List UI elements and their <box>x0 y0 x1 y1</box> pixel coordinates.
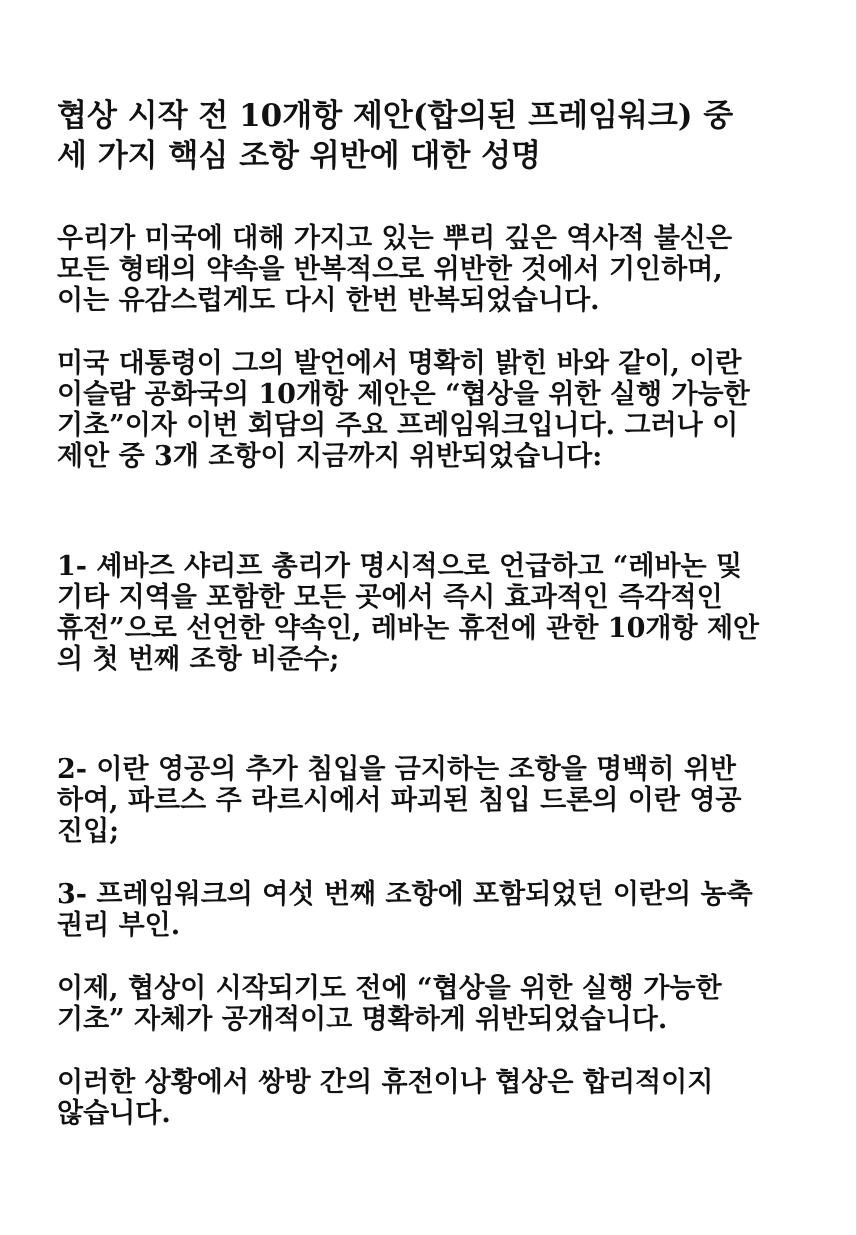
paragraph-framework <box>57 348 777 472</box>
paragraph-line: 이제, 협상이 시작되기도 전에 “협상을 위한 실행 가능한 <box>57 973 722 1004</box>
paragraph-line: 이는 유감스럽게도 다시 한번 반복되었습니다. <box>57 285 600 316</box>
paragraph-line: 미국 대통령이 그의 발언에서 명확히 밝힌 바와 같이, 이란 <box>57 348 742 379</box>
paragraph-line: 하여, 파르스 주 라르시에서 파괴된 침입 드론의 이란 영공 <box>57 785 742 816</box>
paragraph-line: 우리가 미국에 대해 가지고 있는 뿌리 깊은 역사적 불신은 <box>57 223 733 254</box>
paragraph-line: 않습니다. <box>57 1098 171 1129</box>
paragraph-line: 모든 형태의 약속을 반복적으로 위반한 것에서 기인하며, <box>57 254 723 285</box>
paragraph-line: 3- 프레임워크의 여섯 번째 조항에 포함되었던 이란의 농축 <box>57 879 753 910</box>
paragraph-line: 제안 중 3개 조항이 지금까지 위반되었습니다: <box>57 441 603 472</box>
paragraph-line: 권리 부인. <box>57 910 181 941</box>
paragraph-line: 이슬람 공화국의 10개항 제안은 “협상을 위한 실행 가능한 <box>57 379 750 410</box>
paragraph-line: 기초” 자체가 공개적이고 명확하게 위반되었습니다. <box>57 1004 668 1035</box>
paragraph-conclusion <box>57 973 777 1035</box>
paragraph-line: 2- 이란 영공의 추가 침입을 금지하는 조항을 명백히 위반 <box>57 754 736 785</box>
paragraph-line: 진입; <box>57 816 120 847</box>
title-line: 협상 시작 전 10개항 제안(합의된 프레임워크) 중 <box>57 98 734 134</box>
violation-item-3 <box>57 879 777 941</box>
title-line: 세 가지 핵심 조항 위반에 대한 성명 <box>57 138 541 174</box>
paragraph-distrust <box>57 223 777 316</box>
paragraph-line: 이러한 상황에서 쌍방 간의 휴전이나 협상은 합리적이지 <box>57 1067 714 1098</box>
paragraph-line: 기타 지역을 포함한 모든 곳에서 즉시 효과적인 즉각적인 <box>57 582 723 613</box>
paragraph-line: 기초”이자 이번 회담의 주요 프레임워크입니다. 그러나 이 <box>57 410 739 441</box>
violation-item-1 <box>57 551 777 675</box>
statement-title <box>57 96 777 176</box>
paragraph-line: 의 첫 번째 조항 비준수; <box>57 644 340 675</box>
paragraph-final <box>57 1067 777 1129</box>
violation-item-2 <box>57 754 777 847</box>
paragraph-line: 휴전”으로 선언한 약속인, 레바논 휴전에 관한 10개항 제안 <box>57 613 760 644</box>
paragraph-line: 1- 셰바즈 샤리프 총리가 명시적으로 언급하고 “레바논 및 <box>57 551 743 582</box>
statement-body <box>57 96 777 1161</box>
